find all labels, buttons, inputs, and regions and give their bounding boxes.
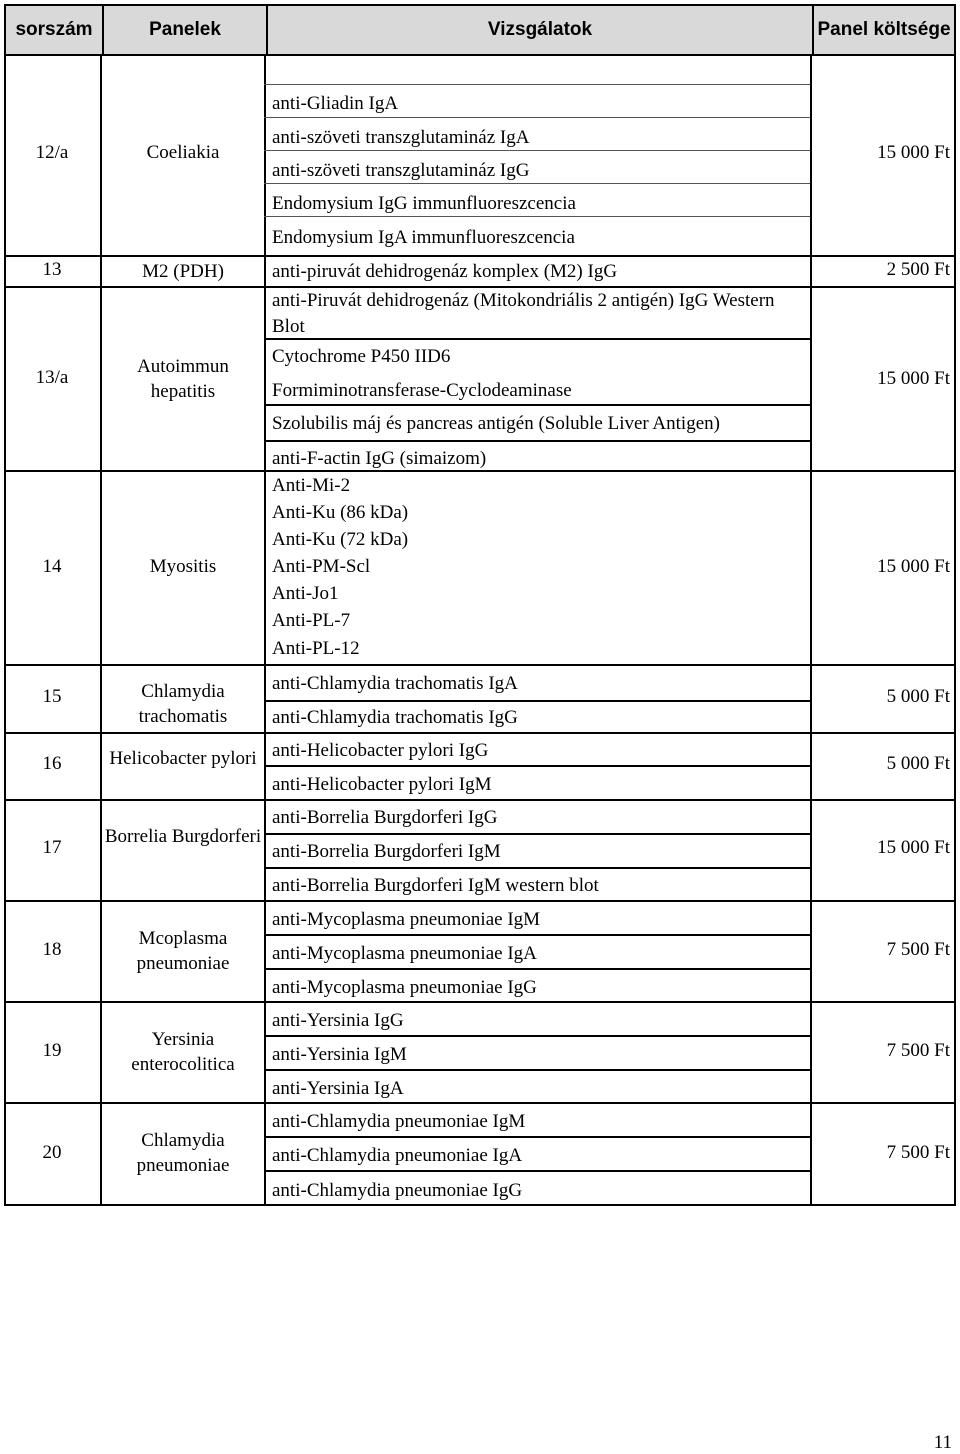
test-item: anti-Yersinia IgM (272, 1044, 407, 1065)
test-item: anti-szöveti transzglutamináz IgA (272, 127, 530, 148)
test-item: Endomysium IgA immunfluoreszcencia (272, 227, 575, 248)
row-separator (264, 765, 810, 767)
panel-cost: 5 000 Ft (886, 686, 950, 707)
row-separator (264, 1136, 810, 1138)
panel-name: Yersinia enterocolitica (131, 1029, 235, 1075)
row-separator (264, 867, 810, 869)
test-item: Endomysium IgG immunfluoreszcencia (272, 193, 576, 214)
panel-name: Myositis (149, 556, 217, 577)
header-tests: Vizsgálatok (487, 19, 593, 40)
row-number: 15 (42, 686, 62, 707)
test-line (264, 84, 810, 85)
test-item: anti-Chlamydia pneumoniae IgG (272, 1180, 523, 1201)
test-item: anti-szöveti transzglutamináz IgG (272, 160, 530, 181)
row-separator (4, 900, 956, 902)
test-line (264, 183, 810, 184)
header-number: sorszám (15, 19, 93, 40)
test-item: Anti-PL-7 (272, 610, 351, 631)
test-item: Anti-PL-12 (272, 638, 360, 659)
row-separator (264, 700, 810, 702)
panel-name: Coeliakia (146, 142, 220, 163)
test-item: anti-Chlamydia trachomatis IgG (272, 707, 518, 728)
row-number: 16 (42, 753, 62, 774)
test-item: anti-Borrelia Burgdorferi IgM (272, 841, 501, 862)
panel-cost: 15 000 Ft (877, 368, 950, 389)
panel-cost: 7 500 Ft (886, 939, 950, 960)
test-item: anti-Borrelia Burgdorferi IgM western blot (272, 875, 599, 896)
test-item: anti-Chlamydia trachomatis IgA (272, 673, 518, 694)
panel-name: Chlamydia pneumoniae (136, 1130, 230, 1176)
header-cost: Panel költsége (817, 19, 951, 40)
test-item: anti-Helicobacter pylori IgM (272, 774, 492, 795)
row-number: 12/a (35, 142, 69, 163)
test-item: anti-Yersinia IgG (272, 1010, 404, 1031)
test-item: anti-Chlamydia pneumoniae IgA (272, 1145, 523, 1166)
row-separator (4, 255, 956, 257)
row-number: 14 (42, 556, 62, 577)
test-item: anti-Helicobacter pylori IgG (272, 740, 489, 761)
column-divider (100, 56, 102, 1206)
header-panels: Panelek (149, 19, 221, 40)
panel-name: Helicobacter pylori (109, 748, 257, 769)
row-separator (264, 968, 810, 970)
row-separator (4, 1001, 956, 1003)
test-item: Anti-Ku (86 kDa) (272, 502, 409, 523)
row-separator (4, 664, 956, 666)
test-item: anti-Mycoplasma pneumoniae IgA (272, 943, 537, 964)
test-item: anti-Yersinia IgA (272, 1078, 404, 1099)
test-item: Anti-Mi-2 (272, 475, 351, 496)
row-separator (4, 799, 956, 801)
table-header (4, 4, 956, 56)
page-number: 11 (933, 1432, 952, 1453)
row-number: 13/a (35, 367, 69, 388)
test-line (264, 150, 810, 151)
panel-cost: 15 000 Ft (877, 837, 950, 858)
test-item: anti-Mycoplasma pneumoniae IgG (272, 977, 537, 998)
row-separator (4, 732, 956, 734)
row-separator (264, 833, 810, 835)
row-separator (4, 470, 956, 472)
test-line (264, 117, 810, 118)
column-divider (810, 56, 812, 1206)
row-separator (4, 1102, 956, 1104)
panel-name: Mcoplasma pneumoniae (136, 928, 230, 974)
row-separator (264, 1069, 810, 1071)
test-item: Anti-Jo1 (272, 583, 339, 604)
test-item: anti-F-actin IgG (simaizom) (272, 448, 487, 469)
test-line (264, 216, 810, 217)
panel-cost: 15 000 Ft (877, 556, 950, 577)
row-number: 20 (42, 1142, 62, 1163)
row-number: 18 (42, 939, 62, 960)
panel-name: Autoimmun hepatitis (137, 356, 229, 402)
test-item: Formiminotransferase-Cyclodeaminase (272, 380, 572, 401)
row-separator (264, 404, 810, 406)
test-item: Szolubilis máj és pancreas antigén (Soluble Liver Antigen) (272, 413, 720, 434)
test-item: anti-Borrelia Burgdorferi IgG (272, 807, 498, 828)
panel-cost: 7 500 Ft (886, 1040, 950, 1061)
row-number: 19 (42, 1040, 62, 1061)
row-number: 17 (42, 837, 62, 858)
test-item: anti-piruvát dehidrogenáz komplex (M2) IgG (272, 261, 618, 282)
panel-cost: 7 500 Ft (886, 1142, 950, 1163)
test-item: Anti-Ku (72 kDa) (272, 529, 409, 550)
test-item: anti-Mycoplasma pneumoniae IgM (272, 909, 541, 930)
test-item: Anti-PM-Scl (272, 556, 371, 577)
panel-name: M2 (PDH) (142, 261, 224, 282)
column-divider (264, 56, 266, 1206)
row-separator (264, 1035, 810, 1037)
row-separator (264, 1170, 810, 1172)
panel-cost: 15 000 Ft (877, 142, 950, 163)
row-number: 13 (42, 259, 62, 280)
test-item: anti-Gliadin IgA (272, 93, 399, 114)
panel-name: Chlamydia trachomatis (138, 681, 228, 727)
row-separator (264, 440, 810, 442)
test-item: Cytochrome P450 IID6 (272, 346, 451, 367)
panel-cost: 5 000 Ft (886, 753, 950, 774)
test-item: anti-Piruvát dehidrogenáz (Mitokondriális 2 antigén) IgG Western Blot (272, 290, 775, 337)
panel-name: Borrelia Burgdorferi (104, 826, 262, 847)
row-separator (264, 934, 810, 936)
panel-cost: 2 500 Ft (886, 259, 950, 280)
test-item: anti-Chlamydia pneumoniae IgM (272, 1111, 526, 1132)
